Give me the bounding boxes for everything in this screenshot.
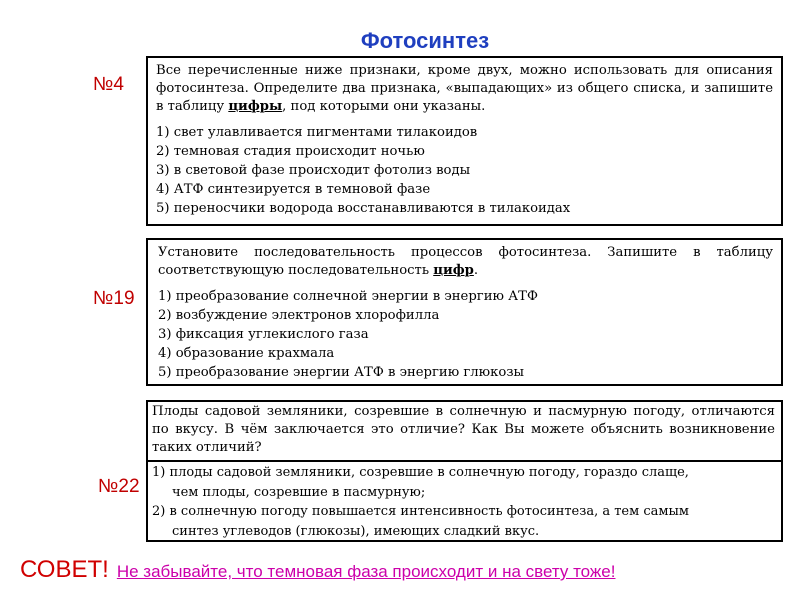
task-22-answer-box — [146, 460, 783, 542]
option: 3) в световой фазе происходит фотолиз воды — [156, 163, 471, 178]
option: 2) темновая стадия происходит ночью — [156, 144, 425, 159]
answer-item: 2) в солнечную погоду повышается интенсивность фотосинтеза, а тем самым синтез углеводов (глюкозы), имеющих сладкий вкус. — [152, 504, 689, 539]
advice-text: Не забывайте, что темновая фаза происходит и на свету тоже! — [116, 562, 616, 581]
option: 5) преобразование энергии АТФ в энергию глюкозы — [158, 365, 525, 380]
option: 2) возбуждение электронов хлорофилла — [158, 308, 440, 323]
option: 4) АТФ синтезируется в темновой фазе — [156, 182, 431, 197]
answer-item: 1) плоды садовой земляники, созревшие в солнечную погоду, гораздо слаще, чем плоды, созревшие в пасмурную; — [152, 465, 689, 500]
task-19-question: Установите последовательность процессов фотосинтеза. Запишите в таблицу соответствующую последовательность цифр. — [158, 245, 773, 278]
option: 3) фиксация углекислого газа — [158, 327, 369, 342]
task-4-question: Все перечисленные ниже признаки, кроме двух, можно использовать для описания фотосинтеза. Определите два признака, «выпадающих» из общего списка, и запишите в таблицу цифры, под которыми они указаны. — [156, 63, 773, 114]
task-4-box — [146, 56, 783, 226]
option: 5) переносчики водорода восстанавливаются в тилакоидах — [156, 201, 571, 216]
page-title: Фотосинтез — [360, 28, 490, 53]
advice — [20, 556, 615, 584]
option: 1) преобразование солнечной энергии в энергию АТФ — [158, 289, 538, 304]
task-22-question-box — [146, 400, 783, 462]
task-number-19: №19 — [93, 288, 135, 309]
task-number-4: №4 — [93, 74, 124, 95]
option: 4) образование крахмала — [158, 346, 335, 361]
task-19-box — [146, 238, 783, 386]
advice-label: СОВЕТ! — [20, 556, 109, 583]
option: 1) свет улавливается пигментами тилакоидов — [156, 125, 478, 140]
task-number-22: №22 — [98, 476, 140, 497]
task-22-question: Плоды садовой земляники, созревшие в солнечную и пасмурную погоду, отличаются по вкусу. В чём заключается это отличие? Как Вы можете объяснить возникновение таких отличий? — [152, 404, 775, 455]
